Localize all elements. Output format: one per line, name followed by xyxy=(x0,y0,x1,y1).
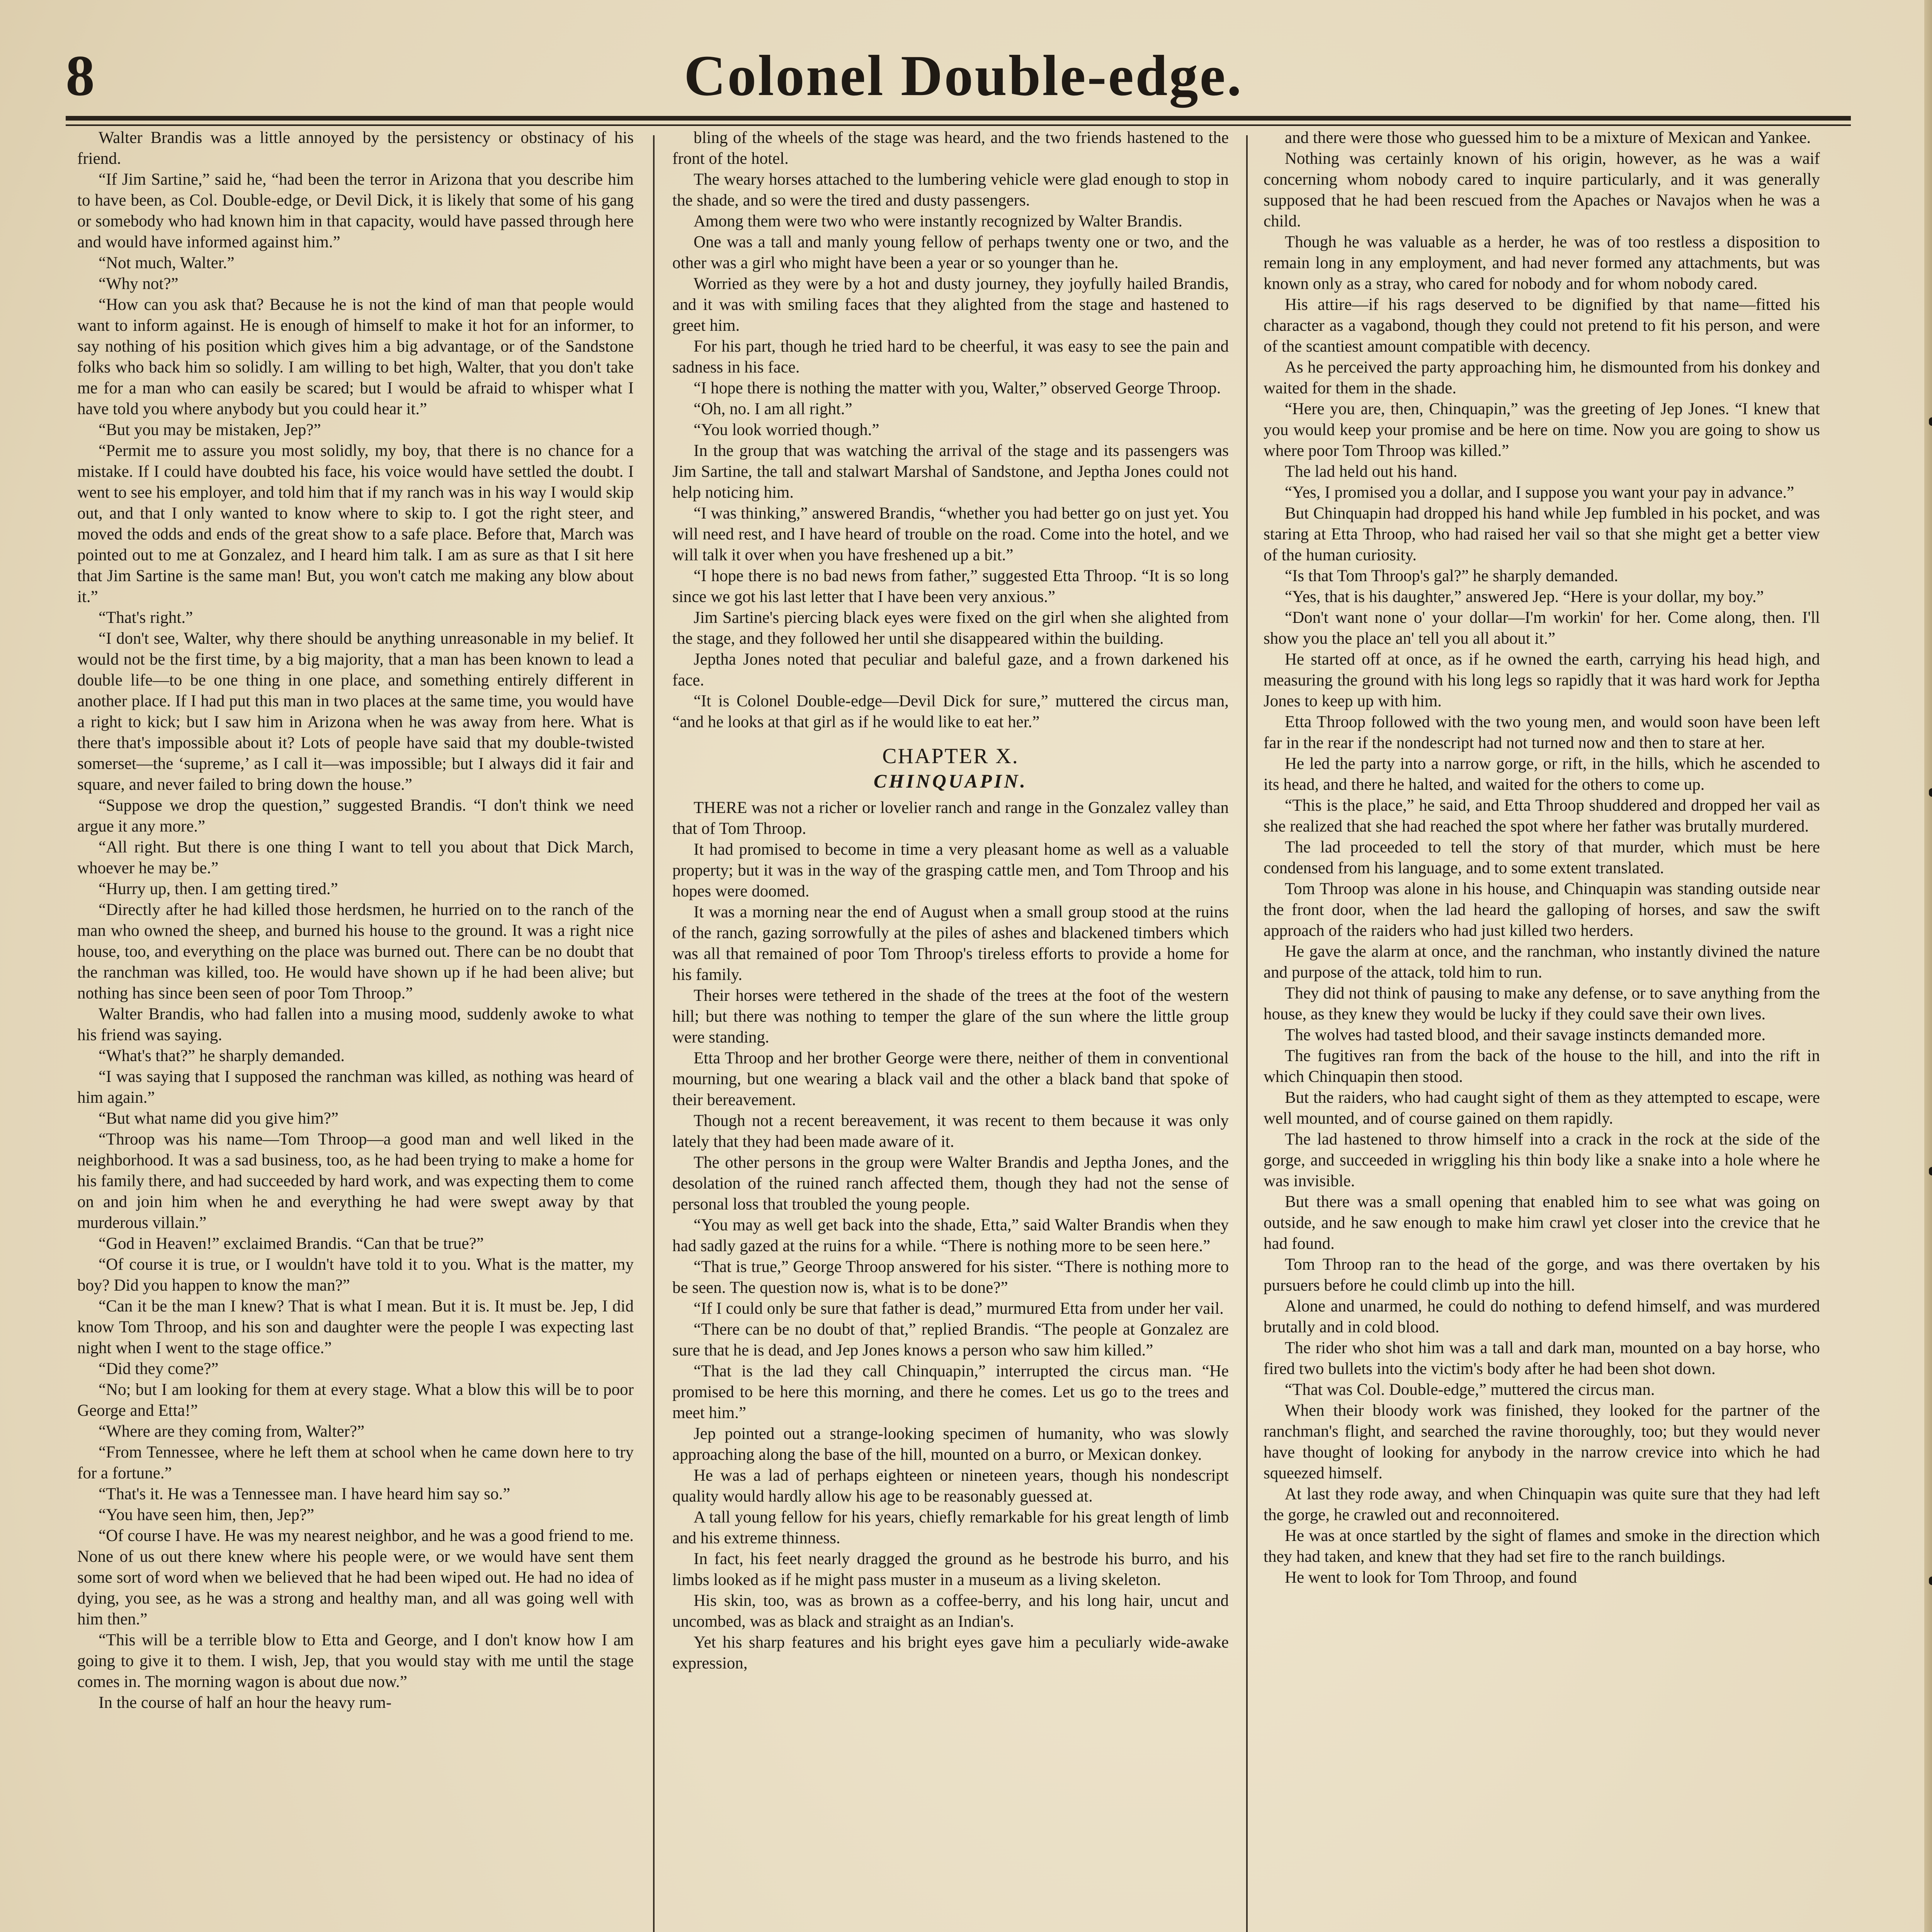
body-paragraph: Jeptha Jones noted that peculiar and baleful gaze, and a frown darkened his face. xyxy=(672,650,1229,689)
body-paragraph: He led the party into a narrow gorge, or rift, in the hills, which he ascended to its head, and there he halted, and waited for the others to come up. xyxy=(1264,755,1820,794)
body-paragraph: The weary horses attached to the lumbering vehicle were glad enough to stop in the shade, and so were the tired and dusty passengers. xyxy=(672,170,1229,209)
body-paragraph: In fact, his feet nearly dragged the ground as he bestrode his burro, and his limbs looked as if he might pass muster in a museum as a living skeleton. xyxy=(672,1550,1229,1589)
body-paragraph: Though he was valuable as a herder, he was of too restless a disposition to remain long in any employment, and had never formed any attachments, but was known only as a stray, who cared for nobody and for whom nobody cared. xyxy=(1264,233,1820,293)
body-paragraph: As he perceived the party approaching him, he dismounted from his donkey and waited for them in the shade. xyxy=(1264,358,1820,397)
body-paragraph: “Can it be the man I knew? That is what I mean. But it is. It must be. Jep, I did know Tom Throop, and his son and daughter were the people I was expecting last night when I went to the stage office.” xyxy=(77,1297,634,1357)
body-paragraph: “Of course I have. He was my nearest neighbor, and he was a good friend to me. None of us out there knew where his people were, or we would have sent them some sort of word when we believed that he had been wiped out. He had no idea of dying, you see, as he was a strong and healthy man, and all was going well with him then.” xyxy=(77,1527,634,1628)
header-rule xyxy=(66,116,1851,121)
body-paragraph: A tall young fellow for his years, chiefly remarkable for his great length of limb and his extreme thinness. xyxy=(672,1508,1229,1547)
body-paragraph: The lad hastened to throw himself into a crack in the rock at the side of the gorge, and succeeded in wriggling his thin body like a snake into a hole where he was invisible. xyxy=(1264,1130,1820,1190)
body-paragraph: It was a morning near the end of August when a small group stood at the ruins of the ranch, gazing sorrowfully at the piles of ashes and blackened timbers which was all that remained of poor Tom Throop's tireless efforts to provide a home for his family. xyxy=(672,903,1229,984)
body-paragraph: Worried as they were by a hot and dusty journey, they joyfully hailed Brandis, and it was with smiling faces that they alighted from the stage and hastened to greet him. xyxy=(672,275,1229,335)
body-paragraph: But Chinquapin had dropped his hand while Jep fumbled in his pocket, and was staring at Etta Throop, who had raised her vail so that she might get a better view of the human curiosity. xyxy=(1264,504,1820,564)
body-paragraph: “No; but I am looking for them at every stage. What a blow this will be to poor George and Etta!” xyxy=(77,1381,634,1420)
binding-stitch xyxy=(1929,417,1932,426)
body-paragraph: “I was saying that I supposed the ranchman was killed, as nothing was heard of him again.” xyxy=(77,1068,634,1107)
body-paragraph: “There can be no doubt of that,” replied Brandis. “The people at Gonzalez are sure that he is dead, and Jep Jones knows a person who saw him killed.” xyxy=(672,1320,1229,1359)
body-paragraph: Walter Brandis was a little annoyed by the persistency or obstinacy of his friend. xyxy=(77,129,634,168)
body-paragraph: “That was Col. Double-edge,” muttered the circus man. xyxy=(1285,1381,1655,1399)
body-paragraph: “That's it. He was a Tennessee man. I have heard him say so.” xyxy=(99,1485,510,1503)
body-paragraph: Etta Throop and her brother George were there, neither of them in conventional mourning, but one wearing a black vail and the other a black band that spoke of their bereavement. xyxy=(672,1049,1229,1109)
column-3 xyxy=(1264,128,1820,1932)
body-paragraph: The lad held out his hand. xyxy=(1285,463,1458,481)
body-paragraph: In the course of half an hour the heavy rum- xyxy=(99,1694,392,1712)
body-paragraph: His skin, too, was as brown as a coffee-berry, and his long hair, uncut and uncombed, was as black and straight as an Indian's. xyxy=(672,1592,1229,1631)
body-paragraph: “If Jim Sartine,” said he, “had been the terror in Arizona that you describe him to have been, as Col. Double-edge, or Devil Dick, it is likely that some of his gang or somebody who had known him in that capacity, would have passed through here and would have informed against him.” xyxy=(77,170,634,251)
body-paragraph: “If I could only be sure that father is dead,” murmured Etta from under her vail. xyxy=(694,1299,1224,1318)
body-paragraph: and there were those who guessed him to be a mixture of Mexican and Yankee. xyxy=(1285,129,1811,147)
running-title: Colonel Double-edge. xyxy=(684,44,1243,108)
body-paragraph: “I was thinking,” answered Brandis, “whether you had better go on just yet. You will need rest, and I have heard of trouble on the road. Come into the hotel, and we will talk it over when you have freshened up a bit.” xyxy=(672,504,1229,564)
header-rule-thin xyxy=(66,124,1851,126)
body-paragraph: Nothing was certainly known of his origin, however, as he was a waif concerning whom nobody cared to inquire particularly, and it was generally supposed that he had been rescued from the Apaches or Navajos when he was a child. xyxy=(1264,150,1820,230)
body-paragraph: bling of the wheels of the stage was heard, and the two friends hastened to the front of the hotel. xyxy=(672,129,1229,168)
body-paragraph: “Throop was his name—Tom Throop—a good man and well liked in the neighborhood. It was a sad business, too, as he had been trying to make a home for his family there, and had succeeded by hard work, and was expecting them to come on and join him when he and everything he had were swept away by that murderous villain.” xyxy=(77,1130,634,1232)
body-paragraph: The lad proceeded to tell the story of that murder, which must be here condensed from his language, and to some extent translated. xyxy=(1264,838,1820,877)
body-paragraph: Yet his sharp features and his bright eyes gave him a peculiarly wide-awake expression, xyxy=(672,1633,1229,1672)
chapter-title: CHINQUAPIN. xyxy=(874,770,1027,792)
body-paragraph: “Here you are, then, Chinquapin,” was the greeting of Jep Jones. “I knew that you would keep your promise and be here on time. Now you are going to show us where poor Tom Throop was killed.” xyxy=(1264,400,1820,460)
binding-stitch xyxy=(1929,1167,1932,1175)
body-paragraph: “Permit me to assure you most solidly, my boy, that there is no chance for a mistake. If I could have doubted his face, his voice would have settled the doubt. I went to see his employer, and told him that if my ranch was in his way I would skip out, and that I only wanted to know where to skip to. I got the right steer, and moved the odds and ends of the great show to a safe place. Before that, March was pointed out to me at Gonzalez, and I heard him talk. I am as sure as that I sit here that Jim Sartine is the same man! But, you won't catch me making any blow about it.” xyxy=(77,442,634,606)
body-paragraph: “This will be a terrible blow to Etta and George, and I don't know how I am going to give it to them. I wish, Jep, that you would stay with me until the stage comes in. The morning wagon is about due now.” xyxy=(77,1631,634,1691)
body-paragraph: He was at once startled by the sight of flames and smoke in the direction which they had taken, and knew that they had set fire to the ranch buildings. xyxy=(1264,1527,1820,1566)
body-paragraph: At last they rode away, and when Chinquapin was quite sure that they had left the gorge, he crawled out and reconnoitered. xyxy=(1264,1485,1820,1524)
body-paragraph: He was a lad of perhaps eighteen or nineteen years, though his nondescript quality would hardly allow his age to be reasonably guessed at. xyxy=(672,1466,1229,1505)
body-paragraph: “But what name did you give him?” xyxy=(99,1109,338,1128)
body-paragraph: “That is the lad they call Chinquapin,” interrupted the circus man. “He promised to be here this morning, and there he comes. Let us go to the trees and meet him.” xyxy=(672,1362,1229,1422)
body-paragraph: “That's right.” xyxy=(99,609,193,627)
body-paragraph: “Did they come?” xyxy=(99,1360,219,1378)
column-divider xyxy=(1246,135,1248,1932)
page-binding xyxy=(1924,0,1932,1932)
body-paragraph: “I hope there is no bad news from father,” suggested Etta Throop. “It is so long since we got his last letter that I have been very anxious.” xyxy=(672,567,1229,606)
body-paragraph: “It is Colonel Double-edge—Devil Dick for sure,” muttered the circus man, “and he looks at that girl as if he would like to eat her.” xyxy=(672,692,1229,731)
body-paragraph: The fugitives ran from the back of the house to the hill, and into the rift in which Chinquapin then stood. xyxy=(1264,1047,1820,1086)
body-paragraph: Their horses were tethered in the shade of the trees at the foot of the western hill; but there was nothing to temper the glare of the sun where the little group were standing. xyxy=(672,986,1229,1046)
body-paragraph: “That is true,” George Throop answered for his sister. “There is nothing more to be seen. The question now is, what is to be done?” xyxy=(672,1258,1229,1297)
chapter-heading: CHAPTER X. xyxy=(882,744,1019,768)
binding-stitch xyxy=(1929,1577,1932,1585)
body-paragraph: “Why not?” xyxy=(99,275,179,293)
body-paragraph: “But you may be mistaken, Jep?” xyxy=(99,421,321,439)
column-1 xyxy=(77,128,634,1932)
body-paragraph: “I don't see, Walter, why there should be anything unreasonable in my belief. It would not be the first time, by a big majority, that a man has been known to lead a double life—to be one thing in one place, and something entirely different in another place. If I had put this man in two places at the same time, you would have a right to kick; but I saw him in Arizona when he was away from here. What is there that's impossible about it? Lots of people have said that my double-twisted somerset—the ‘supreme,’ as I call it—was impossible; but I always did it fair and square, and never failed to bring down the house.” xyxy=(77,629,634,794)
body-paragraph: “Not much, Walter.” xyxy=(99,254,235,272)
body-paragraph: Tom Throop ran to the head of the gorge, and was there overtaken by his pursuers before he could climb up into the hill. xyxy=(1264,1255,1820,1294)
column-2 xyxy=(672,128,1229,1932)
body-paragraph: “Is that Tom Throop's gal?” he sharply demanded. xyxy=(1285,567,1618,585)
body-paragraph: Tom Throop was alone in his house, and Chinquapin was standing outside near the front door, when the lad heard the galloping of horses, and saw the swift approach of the raiders who had just killed two herders. xyxy=(1264,880,1820,940)
column-divider xyxy=(653,135,655,1932)
body-paragraph: Jep pointed out a strange-looking specimen of humanity, who was slowly approaching along the base of the hill, mounted on a burro, or Mexican donkey. xyxy=(672,1425,1229,1464)
page-header xyxy=(66,39,1843,116)
body-paragraph: “You have seen him, then, Jep?” xyxy=(99,1506,315,1524)
body-paragraph: “This is the place,” he said, and Etta Throop shuddered and dropped her vail as she realized that she had reached the spot where her father was brutally murdered. xyxy=(1264,796,1820,835)
body-paragraph: “God in Heaven!” exclaimed Brandis. “Can that be true?” xyxy=(99,1235,484,1253)
body-paragraph: THERE was not a richer or lovelier ranch and range in the Gonzalez valley than that of Tom Throop. xyxy=(672,799,1229,838)
body-paragraph: Among them were two who were instantly recognized by Walter Brandis. xyxy=(694,212,1183,230)
body-paragraph: “Don't want none o' your dollar—I'm workin' for her. Come along, then. I'll show you the place an' tell you all about it.” xyxy=(1264,609,1820,648)
body-paragraph: His attire—if his rags deserved to be dignified by that name—fitted his character as a vagabond, though they could not pretend to fit his person, and were of the scantiest amount compatible with decency. xyxy=(1264,296,1820,355)
body-paragraph: Jim Sartine's piercing black eyes were fixed on the girl when she alighted from the stage, and they followed her until she disappeared within the building. xyxy=(672,609,1229,648)
body-paragraph: “What's that?” he sharply demanded. xyxy=(99,1047,345,1065)
body-paragraph: “Yes, that is his daughter,” answered Jep. “Here is your dollar, my boy.” xyxy=(1285,588,1764,606)
body-paragraph: But the raiders, who had caught sight of them as they attempted to escape, were well mounted, and of course gained on them rapidly. xyxy=(1264,1088,1820,1128)
body-paragraph: “From Tennessee, where he left them at school when he came down here to try for a fortune.” xyxy=(77,1443,634,1482)
body-paragraph: “All right. But there is one thing I want to tell you about that Dick March, whoever he may be.” xyxy=(77,838,634,877)
body-paragraph: Etta Throop followed with the two young men, and would soon have been left far in the rear if the nondescript had not turned now and then to stare at her. xyxy=(1264,713,1820,752)
body-paragraph: “Of course it is true, or I wouldn't have told it to you. What is the matter, my boy? Did you happen to know the man?” xyxy=(77,1255,634,1294)
body-paragraph: “How can you ask that? Because he is not the kind of man that people would want to inform against. He is enough of himself to make it hot for an informer, to say nothing of his position which gives him a big advantage, or of the Sandstone folks who back him so solidly. I am willing to bet high, Walter, that you don't take me for a man who can easily be scared; but I would be afraid to whisper what I have told you where anybody but you could hear it.” xyxy=(77,296,634,418)
body-paragraph: When their bloody work was finished, they looked for the partner of the ranchman's flight, and searched the ravine thoroughly, too; but they would never have thought of looking for anybody in the narrow crevice into which he had squeezed himself. xyxy=(1264,1401,1820,1482)
body-paragraph: He started off at once, as if he owned the earth, carrying his head high, and measuring the ground with his long legs so rapidly that it was hard work for Jeptha Jones to keep up with him. xyxy=(1264,650,1820,710)
body-paragraph: In the group that was watching the arrival of the stage and its passengers was Jim Sartine, the tall and stalwart Marshal of Sandstone, and Jeptha Jones could not help noticing him. xyxy=(672,442,1229,502)
body-paragraph: “I hope there is nothing the matter with you, Walter,” observed George Throop. xyxy=(694,379,1221,397)
body-paragraph: One was a tall and manly young fellow of perhaps twenty one or two, and the other was a girl who might have been a year or so younger than he. xyxy=(672,233,1229,272)
body-paragraph: “You look worried though.” xyxy=(694,421,879,439)
body-paragraph: “Where are they coming from, Walter?” xyxy=(99,1422,365,1440)
body-paragraph: But there was a small opening that enabled him to see what was going on outside, and he saw enough to make him crawl yet closer into the crevice that he had found. xyxy=(1264,1193,1820,1253)
body-paragraph: The wolves had tasted blood, and their savage instincts demanded more. xyxy=(1285,1026,1766,1044)
body-paragraph: Alone and unarmed, he could do nothing to defend himself, and was murdered brutally and in cold blood. xyxy=(1264,1297,1820,1336)
body-paragraph: He gave the alarm at once, and the ranchman, who instantly divined the nature and purpose of the attack, told him to run. xyxy=(1264,942,1820,981)
body-paragraph: “Suppose we drop the question,” suggested Brandis. “I don't think we need argue it any more.” xyxy=(77,796,634,835)
body-paragraph: “Directly after he had killed those herdsmen, he hurried on to the ranch of the man who owned the sheep, and burned his house to the ground. It was a right nice house, too, and everything on the place was burned out. There can be no doubt that the ranchman was killed, too. He would have shown up if he had been alive; but nothing has since been seen of poor Tom Throop.” xyxy=(77,901,634,1002)
body-paragraph: They did not think of pausing to make any defense, or to save anything from the house, as they knew they would be lucky if they could save their own lives. xyxy=(1264,984,1820,1023)
body-paragraph: Walter Brandis, who had fallen into a musing mood, suddenly awoke to what his friend was saying. xyxy=(77,1005,634,1044)
page-number: 8 xyxy=(66,44,95,108)
body-paragraph: For his part, though he tried hard to be cheerful, it was easy to see the pain and sadness in his face. xyxy=(672,337,1229,376)
body-paragraph: “Oh, no. I am all right.” xyxy=(694,400,852,418)
body-paragraph: Though not a recent bereavement, it was recent to them because it was only lately that they had been made aware of it. xyxy=(672,1112,1229,1151)
body-paragraph: He went to look for Tom Throop, and found xyxy=(1285,1568,1577,1587)
body-paragraph: “Yes, I promised you a dollar, and I suppose you want your pay in advance.” xyxy=(1285,483,1794,502)
body-paragraph: The rider who shot him was a tall and dark man, mounted on a bay horse, who fired two bullets into the victim's body after he had been shot down. xyxy=(1264,1339,1820,1378)
body-paragraph: It had promised to become in time a very pleasant home as well as a valuable property; but it was in the way of the grasping cattle men, and Tom Throop and his hopes were doomed. xyxy=(672,840,1229,900)
body-paragraph: “Hurry up, then. I am getting tired.” xyxy=(99,880,338,898)
body-paragraph: “You may as well get back into the shade, Etta,” said Walter Brandis when they had sadly gazed at the ruins for a while. “There is nothing more to be seen here.” xyxy=(672,1216,1229,1255)
body-paragraph: The other persons in the group were Walter Brandis and Jeptha Jones, and the desolation of the ruined ranch affected them, though they had not the sense of personal loss that troubled the young people. xyxy=(672,1153,1229,1213)
binding-stitch xyxy=(1929,788,1932,797)
